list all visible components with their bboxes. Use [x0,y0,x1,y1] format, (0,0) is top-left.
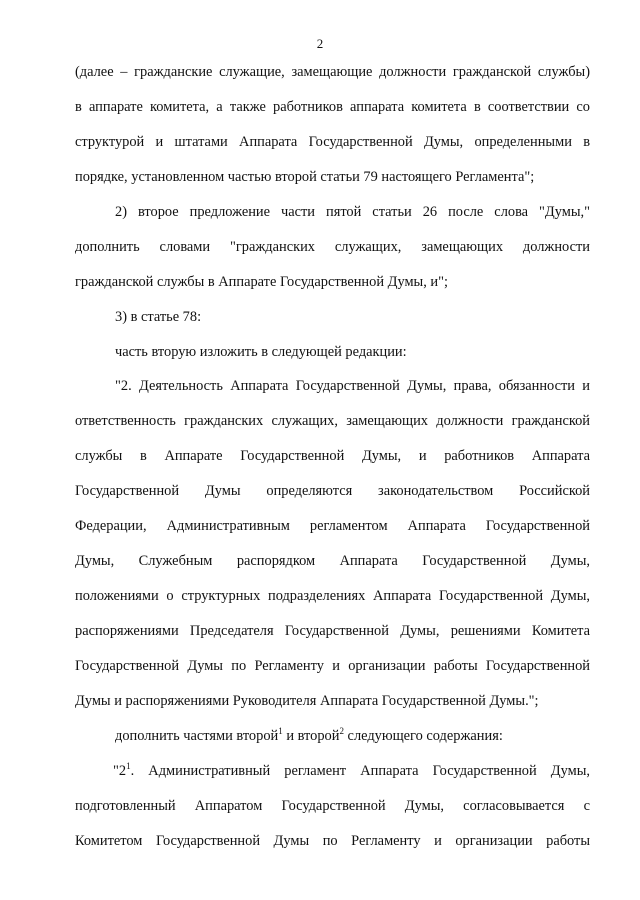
text-line-3: структурой и штатами Аппарата Государственной Думы, определенными в [75,134,590,150]
text-line-1: (далее – гражданские служащие, замещающие должности гражданской службы) [75,64,590,80]
text-line-17: распоряжениями Председателя Государственной Думы, решениями Комитета [75,623,590,639]
text-line-7: гражданской службы в Аппарате Государственной Думы, и"; [75,274,448,290]
text-line-13: Государственной Думы определяются законодательством Российской [75,483,590,499]
text-line-20 [115,726,590,746]
line-21-part-a: "2 [113,763,127,779]
text-line-11: ответственность гражданских служащих, замещающих должности гражданской [75,413,590,429]
page-number: 2 [316,36,324,51]
text-line-10: "2. Деятельность Аппарата Государственной Думы, права, обязанности и [115,378,590,394]
superscript-1: 1 [278,726,283,736]
text-line-22: подготовленный Аппаратом Государственной Думы, согласовывается с [75,798,590,814]
line-20-part-b: и второй [282,728,340,744]
text-line-21 [113,761,590,781]
text-line-19: Думы и распоряжениями Руководителя Аппарата Государственной Думы."; [75,693,539,709]
text-line-18: Государственной Думы по Регламенту и организации работы Государственной [75,658,590,674]
text-line-8: 3) в статье 78: [115,309,202,325]
line-20-part-c: следующего содержания: [343,728,503,744]
text-line-23: Комитетом Государственной Думы по Регламенту и организации работы [75,833,590,849]
text-line-4: порядке, установленном частью второй статьи 79 настоящего Регламента"; [75,169,535,185]
text-line-12: службы в Аппарате Государственной Думы, и работников Аппарата [75,448,590,464]
line-20-part-a: дополнить частями второй [115,728,279,744]
text-line-16: положениями о структурных подразделениях Аппарата Государственной Думы, [75,588,590,604]
text-line-6: дополнить словами "гражданских служащих, замещающих должности [75,239,590,255]
text-line-15: Думы, Служебным распорядком Аппарата Государственной Думы, [75,553,590,569]
text-line-5: 2) второе предложение части пятой статьи 26 после слова "Думы," [115,204,590,220]
text-line-2: в аппарате комитета, а также работников аппарата комитета в соответствии со [75,99,590,115]
line-21-part-b: . Административный регламент Аппарата Государственной Думы, [130,763,590,779]
superscript-2: 2 [339,726,344,736]
superscript-1b: 1 [126,761,131,771]
text-line-9: часть вторую изложить в следующей редакции: [115,344,407,360]
text-line-14: Федерации, Административным регламентом Аппарата Государственной [75,518,590,534]
